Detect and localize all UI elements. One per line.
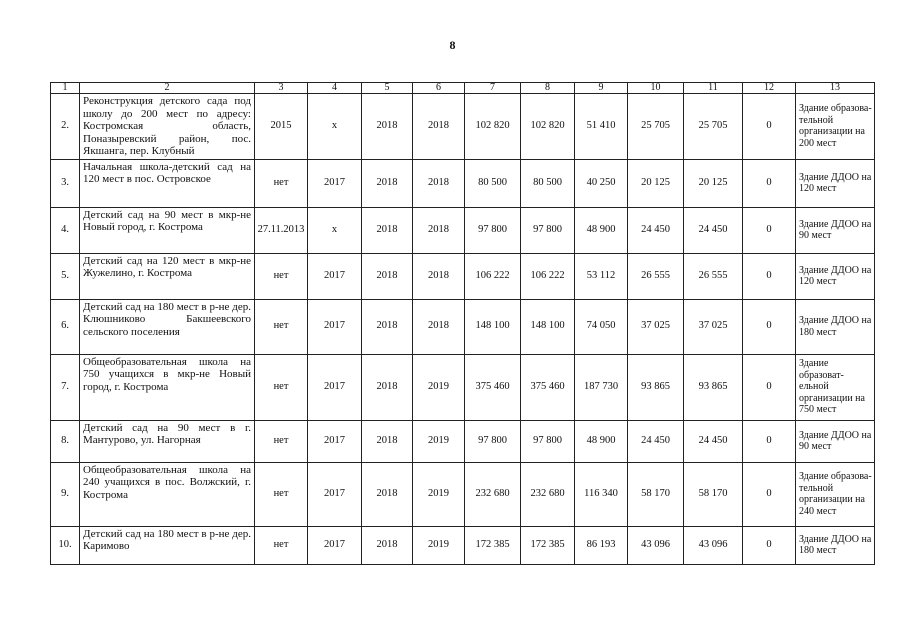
column-number: 12 bbox=[743, 83, 796, 94]
table-cell: 2018 bbox=[362, 94, 413, 160]
table-cell: 2018 bbox=[362, 207, 413, 253]
table-cell: 2019 bbox=[413, 420, 465, 462]
table-cell: 37 025 bbox=[684, 299, 743, 354]
table-cell: 97 800 bbox=[465, 420, 521, 462]
result-cell: Здание ДДОО на 120 мест bbox=[796, 253, 875, 299]
column-number: 8 bbox=[521, 83, 575, 94]
table-cell: 2017 bbox=[308, 299, 362, 354]
column-number: 6 bbox=[413, 83, 465, 94]
table-cell: 102 820 bbox=[521, 94, 575, 160]
table-cell: 2018 bbox=[362, 299, 413, 354]
row-number: 7. bbox=[51, 354, 80, 420]
table-row bbox=[51, 420, 875, 462]
column-number: 9 bbox=[575, 83, 628, 94]
table-cell: нет bbox=[255, 462, 308, 526]
result-cell: Здание ДДОО на 90 мест bbox=[796, 207, 875, 253]
table-cell: 37 025 bbox=[628, 299, 684, 354]
page-number: 8 bbox=[449, 38, 456, 52]
table-cell: 0 bbox=[743, 526, 796, 564]
table-cell: 2018 bbox=[413, 94, 465, 160]
table-cell: 24 450 bbox=[628, 207, 684, 253]
result-cell: Здание ДДОО на 90 мест bbox=[796, 420, 875, 462]
table-cell: 375 460 bbox=[465, 354, 521, 420]
table-cell: 116 340 bbox=[575, 462, 628, 526]
object-name: Детский сад на 120 мест в мкр-не Жужелино, г. Кострома bbox=[80, 253, 255, 299]
table-cell: 148 100 bbox=[521, 299, 575, 354]
table-cell: 48 900 bbox=[575, 420, 628, 462]
table-cell: 26 555 bbox=[628, 253, 684, 299]
table-cell: 2018 bbox=[413, 253, 465, 299]
table-cell: 20 125 bbox=[684, 159, 743, 207]
column-number: 11 bbox=[684, 83, 743, 94]
object-name: Детский сад на 180 мест в р-не дер. Каримово bbox=[80, 526, 255, 564]
table-cell: 43 096 bbox=[684, 526, 743, 564]
result-cell: Здание ДДОО на 180 мест bbox=[796, 299, 875, 354]
table-cell: 80 500 bbox=[521, 159, 575, 207]
object-name: Общеобразовательная школа на 240 учащихся в пос. Волжский, г. Кострома bbox=[80, 462, 255, 526]
table-cell: 48 900 bbox=[575, 207, 628, 253]
table-cell: 2018 bbox=[413, 159, 465, 207]
table-cell: 2019 bbox=[413, 462, 465, 526]
table-cell: 2017 bbox=[308, 526, 362, 564]
table-cell: 97 800 bbox=[465, 207, 521, 253]
row-number: 2. bbox=[51, 94, 80, 160]
table-row bbox=[51, 94, 875, 160]
object-name: Детский сад на 90 мест в мкр-не Новый город, г. Кострома bbox=[80, 207, 255, 253]
table-cell: 2018 bbox=[362, 159, 413, 207]
table-cell: х bbox=[308, 207, 362, 253]
result-cell: Здание ДДОО на 180 мест bbox=[796, 526, 875, 564]
table-cell: 24 450 bbox=[628, 420, 684, 462]
table-cell: 58 170 bbox=[684, 462, 743, 526]
result-cell: Здание ДДОО на 120 мест bbox=[796, 159, 875, 207]
table-cell: 0 bbox=[743, 420, 796, 462]
table-cell: 375 460 bbox=[521, 354, 575, 420]
column-number: 3 bbox=[255, 83, 308, 94]
row-number: 6. bbox=[51, 299, 80, 354]
object-name: Общеобразовательная школа на 750 учащихся в мкр-не Новый город, г. Кострома bbox=[80, 354, 255, 420]
table-cell: 172 385 bbox=[465, 526, 521, 564]
table-cell: 93 865 bbox=[628, 354, 684, 420]
table-cell: 53 112 bbox=[575, 253, 628, 299]
table-cell: 2017 bbox=[308, 159, 362, 207]
table-cell: нет bbox=[255, 420, 308, 462]
row-number: 4. bbox=[51, 207, 80, 253]
table-cell: 106 222 bbox=[465, 253, 521, 299]
table-cell: 2018 bbox=[362, 354, 413, 420]
row-number: 9. bbox=[51, 462, 80, 526]
column-number: 4 bbox=[308, 83, 362, 94]
row-number: 8. bbox=[51, 420, 80, 462]
table-cell: нет bbox=[255, 526, 308, 564]
object-name: Начальная школа-детский сад на 120 мест в пос. Островское bbox=[80, 159, 255, 207]
table-cell: 80 500 bbox=[465, 159, 521, 207]
row-number: 3. bbox=[51, 159, 80, 207]
table-cell: 0 bbox=[743, 159, 796, 207]
table-cell: 148 100 bbox=[465, 299, 521, 354]
table-cell: нет bbox=[255, 354, 308, 420]
column-number-row bbox=[51, 83, 875, 94]
investment-table bbox=[50, 82, 875, 565]
table-cell: 2018 bbox=[413, 207, 465, 253]
table-cell: 74 050 bbox=[575, 299, 628, 354]
table-cell: нет bbox=[255, 159, 308, 207]
table-cell: 2017 bbox=[308, 354, 362, 420]
table-row bbox=[51, 354, 875, 420]
table-cell: 2017 bbox=[308, 420, 362, 462]
table-cell: 2019 bbox=[413, 354, 465, 420]
table-cell: 102 820 bbox=[465, 94, 521, 160]
result-cell: Здание образова-тельной организации на 200 мест bbox=[796, 94, 875, 160]
table-cell: нет bbox=[255, 299, 308, 354]
table-cell: 0 bbox=[743, 299, 796, 354]
table-cell: 2018 bbox=[362, 253, 413, 299]
result-cell: Здание образова-тельной организации на 240 мест bbox=[796, 462, 875, 526]
column-number: 5 bbox=[362, 83, 413, 94]
table-cell: 2017 bbox=[308, 462, 362, 526]
table-row bbox=[51, 159, 875, 207]
column-number: 1 bbox=[51, 83, 80, 94]
table-row bbox=[51, 207, 875, 253]
object-name: Реконструкция детского сада под школу до 200 мест по адресу: Костромская область, Поназыревский район, пос. Якшанга, пер. Клубный bbox=[80, 94, 255, 160]
table-cell: 24 450 bbox=[684, 207, 743, 253]
object-name: Детский сад на 180 мест в р-не дер. Клюшниково Бакшеевского сельского поселения bbox=[80, 299, 255, 354]
table-cell: 26 555 bbox=[684, 253, 743, 299]
table-cell: 2018 bbox=[362, 526, 413, 564]
column-number: 7 bbox=[465, 83, 521, 94]
table-cell: 106 222 bbox=[521, 253, 575, 299]
table-cell: 187 730 bbox=[575, 354, 628, 420]
table-row bbox=[51, 526, 875, 564]
column-number: 10 bbox=[628, 83, 684, 94]
table-cell: 40 250 bbox=[575, 159, 628, 207]
table-cell: 24 450 bbox=[684, 420, 743, 462]
table-cell: 20 125 bbox=[628, 159, 684, 207]
row-number: 5. bbox=[51, 253, 80, 299]
table-cell: 25 705 bbox=[628, 94, 684, 160]
object-name: Детский сад на 90 мест в г. Мантурово, ул. Нагорная bbox=[80, 420, 255, 462]
table-cell: 0 bbox=[743, 354, 796, 420]
table-row bbox=[51, 299, 875, 354]
table-cell: 0 bbox=[743, 94, 796, 160]
table-cell: 232 680 bbox=[465, 462, 521, 526]
table-cell: нет bbox=[255, 253, 308, 299]
table-cell: 97 800 bbox=[521, 420, 575, 462]
table-cell: 86 193 bbox=[575, 526, 628, 564]
table-cell: 2018 bbox=[362, 462, 413, 526]
table-cell: 51 410 bbox=[575, 94, 628, 160]
table-cell: 58 170 bbox=[628, 462, 684, 526]
result-cell: Здание образоват-ельной организации на 750 мест bbox=[796, 354, 875, 420]
table-cell: 2015 bbox=[255, 94, 308, 160]
table-cell: 0 bbox=[743, 253, 796, 299]
table-cell: 2017 bbox=[308, 253, 362, 299]
table-cell: 2018 bbox=[362, 420, 413, 462]
table-cell: 97 800 bbox=[521, 207, 575, 253]
table-cell: 172 385 bbox=[521, 526, 575, 564]
table-cell: 0 bbox=[743, 207, 796, 253]
column-number: 13 bbox=[796, 83, 875, 94]
table-cell: 43 096 bbox=[628, 526, 684, 564]
table-cell: 2019 bbox=[413, 526, 465, 564]
column-number: 2 bbox=[80, 83, 255, 94]
table-cell: 2018 bbox=[413, 299, 465, 354]
table-row bbox=[51, 253, 875, 299]
table-row bbox=[51, 462, 875, 526]
row-number: 10. bbox=[51, 526, 80, 564]
table-cell: 232 680 bbox=[521, 462, 575, 526]
table-cell: 0 bbox=[743, 462, 796, 526]
table-cell: 93 865 bbox=[684, 354, 743, 420]
table-cell: 25 705 bbox=[684, 94, 743, 160]
table-cell: х bbox=[308, 94, 362, 160]
table-cell: 27.11.2013 bbox=[255, 207, 308, 253]
